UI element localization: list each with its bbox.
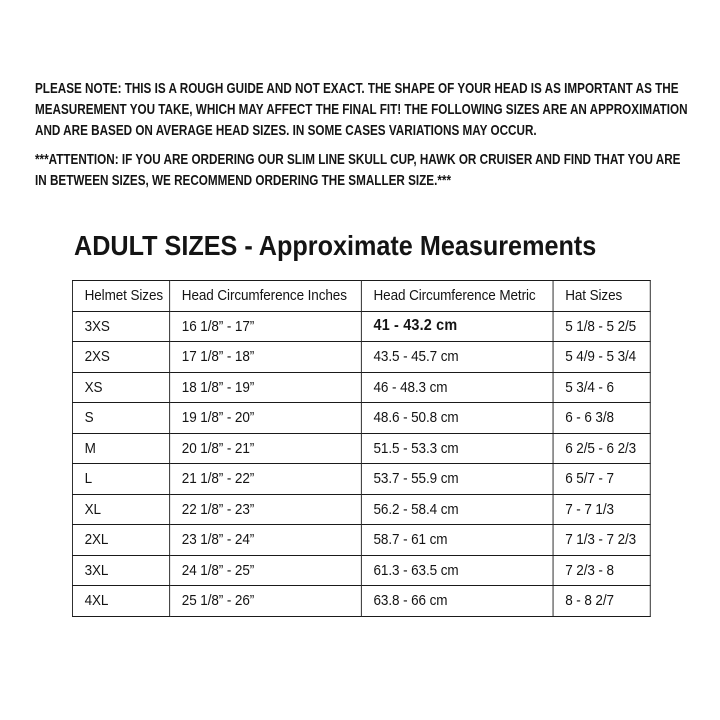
metric-cell: 63.8 - 66 cm — [361, 586, 553, 617]
helmet-size-cell: 4XL — [72, 586, 169, 617]
inches-cell: 24 1/8” - 25” — [170, 555, 362, 586]
inches-cell: 23 1/8” - 24” — [170, 525, 362, 556]
helmet-size-cell: 2XL — [72, 525, 169, 556]
hat-size-cell: 6 2/5 - 6 2/3 — [553, 433, 650, 464]
table-body — [72, 311, 650, 616]
helmet-size-cell: XL — [72, 494, 169, 525]
hat-size-cell: 5 1/8 - 5 2/5 — [553, 311, 650, 342]
metric-cell: 61.3 - 63.5 cm — [361, 555, 553, 586]
metric-cell: 51.5 - 53.3 cm — [361, 433, 553, 464]
metric-cell: 53.7 - 55.9 cm — [361, 464, 553, 495]
helmet-size-cell: 3XS — [72, 311, 169, 342]
inches-cell: 18 1/8” - 19” — [170, 372, 362, 403]
helmet-size-cell: M — [72, 433, 169, 464]
hat-size-cell: 6 - 6 3/8 — [553, 403, 650, 434]
inches-cell: 16 1/8” - 17” — [170, 311, 362, 342]
inches-cell: 19 1/8” - 20” — [170, 403, 362, 434]
metric-cell: 56.2 - 58.4 cm — [361, 494, 553, 525]
table-head — [72, 281, 650, 312]
helmet-size-cell: 3XL — [72, 555, 169, 586]
metric-cell: 41 - 43.2 cm — [361, 311, 553, 342]
attention-text: ***ATTENTION: IF YOU ARE ORDERING OUR SLIM LINE SKULL CUP, HAWK OR CRUISER AND FIND THAT YOU ARE IN BETWEEN SIZES, WE RECOMMEND ORDERING THE SMALLER SIZE.*** — [35, 151, 681, 189]
table-row — [72, 342, 650, 373]
header-circumference-metric: Head Circumference Metric — [361, 281, 553, 312]
please-note-text: PLEASE NOTE: THIS IS A ROUGH GUIDE AND NOT EXACT. THE SHAPE OF YOUR HEAD IS AS IMPORTANT AS THE MEASUREMENT YOU TAKE, WHICH MAY AFFECT THE FINAL FIT! THE FOLLOWING SIZES ARE AN APPROXIMATION AND ARE BASED ON AVERAGE HEAD SIZES. IN SOME CASES VARIATIONS MAY OCCUR. — [35, 80, 688, 139]
metric-cell: 46 - 48.3 cm — [361, 372, 553, 403]
helmet-size-cell: 2XS — [72, 342, 169, 373]
adult-sizes-table — [72, 280, 651, 617]
header-helmet-sizes: Helmet Sizes — [72, 281, 169, 312]
inches-cell: 20 1/8” - 21” — [170, 433, 362, 464]
helmet-size-cell: S — [72, 403, 169, 434]
table-row — [72, 311, 650, 342]
table-row — [72, 464, 650, 495]
hat-size-cell: 5 4/9 - 5 3/4 — [553, 342, 650, 373]
inches-cell: 21 1/8” - 22” — [170, 464, 362, 495]
hat-size-cell: 6 5/7 - 7 — [553, 464, 650, 495]
hat-size-cell: 7 - 7 1/3 — [553, 494, 650, 525]
table-row — [72, 555, 650, 586]
inches-cell: 25 1/8” - 26” — [170, 586, 362, 617]
metric-cell: 58.7 - 61 cm — [361, 525, 553, 556]
hat-size-cell: 7 2/3 - 8 — [553, 555, 650, 586]
hat-size-cell: 7 1/3 - 7 2/3 — [553, 525, 650, 556]
table-row — [72, 586, 650, 617]
helmet-size-cell: L — [72, 464, 169, 495]
header-hat-sizes: Hat Sizes — [553, 281, 650, 312]
table-row — [72, 372, 650, 403]
table-row — [72, 525, 650, 556]
metric-cell: 43.5 - 45.7 cm — [361, 342, 553, 373]
header-circumference-inches: Head Circumference Inches — [170, 281, 362, 312]
table-row — [72, 403, 650, 434]
table-header-row — [72, 281, 650, 312]
table-row — [72, 433, 650, 464]
table-row — [72, 494, 650, 525]
hat-size-cell: 8 - 8 2/7 — [553, 586, 650, 617]
helmet-size-cell: XS — [72, 372, 169, 403]
inches-cell: 22 1/8” - 23” — [170, 494, 362, 525]
metric-cell: 48.6 - 50.8 cm — [361, 403, 553, 434]
inches-cell: 17 1/8” - 18” — [170, 342, 362, 373]
hat-size-cell: 5 3/4 - 6 — [553, 372, 650, 403]
page-title: ADULT SIZES - Approximate Measurements — [74, 230, 597, 261]
